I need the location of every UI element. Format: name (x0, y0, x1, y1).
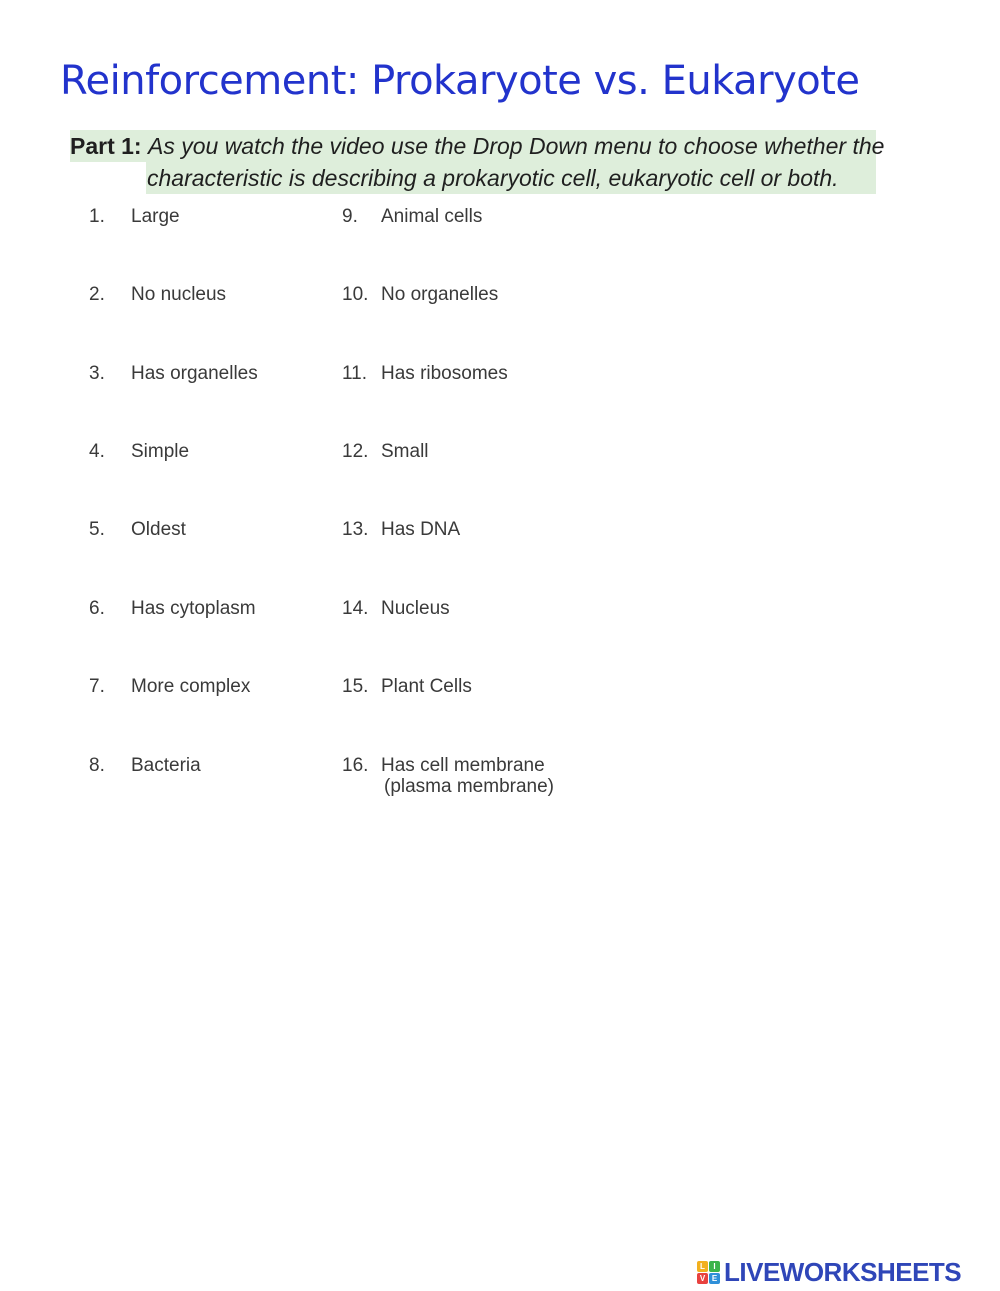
item-text: Small (381, 441, 429, 462)
item-number: 4. (89, 441, 105, 462)
logo-mark-v: V (697, 1273, 708, 1284)
item-text: No organelles (381, 284, 499, 305)
item-text: Plant Cells (381, 676, 472, 697)
item-number: 14. (342, 598, 369, 619)
item-text: Has ribosomes (381, 363, 508, 384)
instructions (70, 128, 885, 196)
item-text-line-2: (plasma membrane) (384, 776, 554, 797)
item-text: Bacteria (131, 755, 201, 776)
item-number: 1. (89, 206, 105, 227)
item-number: 3. (89, 363, 105, 384)
item-number: 8. (89, 755, 105, 776)
item-number: 12. (342, 441, 369, 462)
item-text: More complex (131, 676, 251, 697)
instructions-label: Part 1: (70, 133, 142, 159)
item-text: Oldest (131, 519, 186, 540)
item-text: Has DNA (381, 519, 461, 540)
item-number: 11. (342, 363, 368, 384)
item-number: 15. (342, 676, 369, 697)
item-number: 2. (89, 284, 105, 305)
item-text: Has cytoplasm (131, 598, 256, 619)
logo-mark-e: E (709, 1273, 720, 1284)
item-text: Has organelles (131, 363, 258, 384)
instructions-text-2: characteristic is describing a prokaryotic cell, eukaryotic cell or both. (147, 165, 839, 191)
item-number: 6. (89, 598, 105, 619)
page-title: Reinforcement: Prokaryote vs. Eukaryote (60, 58, 860, 104)
instructions-line-1 (70, 130, 884, 162)
instructions-line-2 (147, 162, 839, 194)
logo-mark-icon (697, 1261, 720, 1284)
item-number: 5. (89, 519, 105, 540)
item-number: 7. (89, 676, 105, 697)
logo-text: LIVEWORKSHEETS (724, 1256, 962, 1287)
item-text: Animal cells (381, 206, 483, 227)
item-text: Large (131, 206, 180, 227)
item-text: Simple (131, 441, 190, 462)
item-number: 13. (342, 519, 369, 540)
instructions-text-1: As you watch the video use the Drop Down menu to choose whether the (147, 133, 885, 159)
logo-mark-i: I (709, 1261, 720, 1272)
liveworksheets-logo (697, 1257, 961, 1287)
item-number: 10. (342, 284, 369, 305)
item-text: Has cell membrane (381, 755, 545, 776)
item-text: No nucleus (131, 284, 227, 305)
item-text: Nucleus (381, 598, 450, 619)
logo-mark-l: L (697, 1261, 708, 1272)
item-number: 9. (342, 206, 358, 227)
item-number: 16. (342, 755, 369, 776)
